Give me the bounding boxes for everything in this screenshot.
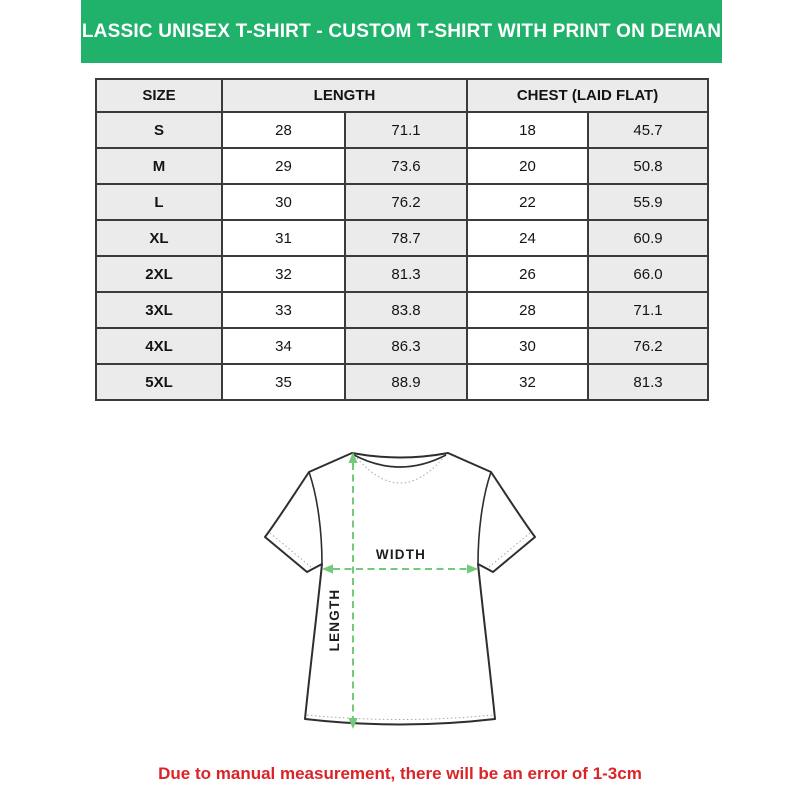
cell-length-in: 33	[222, 292, 345, 328]
cell-length-cm: 88.9	[345, 364, 467, 400]
column-header-size: SIZE	[96, 79, 222, 112]
tshirt-diagram	[260, 438, 540, 738]
cell-chest-cm: 76.2	[588, 328, 708, 364]
width-label: WIDTH	[375, 547, 427, 562]
cell-length-in: 35	[222, 364, 345, 400]
cell-length-in: 28	[222, 112, 345, 148]
cell-chest-cm: 50.8	[588, 148, 708, 184]
cell-chest-cm: 60.9	[588, 220, 708, 256]
table-row	[96, 148, 708, 184]
length-label: LENGTH	[327, 588, 342, 652]
cell-chest-in: 22	[467, 184, 588, 220]
cell-chest-in: 20	[467, 148, 588, 184]
cell-chest-in: 26	[467, 256, 588, 292]
table-row	[96, 184, 708, 220]
cell-length-in: 30	[222, 184, 345, 220]
cell-length-cm: 86.3	[345, 328, 467, 364]
size-chart-table	[95, 78, 709, 401]
cell-chest-in: 30	[467, 328, 588, 364]
table-row	[96, 292, 708, 328]
cell-length-in: 31	[222, 220, 345, 256]
cell-length-cm: 78.7	[345, 220, 467, 256]
cell-size: XL	[96, 220, 222, 256]
cell-chest-cm: 66.0	[588, 256, 708, 292]
cell-chest-in: 18	[467, 112, 588, 148]
cell-size: S	[96, 112, 222, 148]
cell-size: L	[96, 184, 222, 220]
cell-length-cm: 83.8	[345, 292, 467, 328]
cell-chest-cm: 55.9	[588, 184, 708, 220]
cell-length-cm: 73.6	[345, 148, 467, 184]
measurement-note: Due to manual measurement, there will be an error of 1-3cm	[158, 764, 642, 783]
cell-size: 4XL	[96, 328, 222, 364]
cell-size: M	[96, 148, 222, 184]
column-header-chest: CHEST (LAID FLAT)	[467, 79, 708, 112]
table-row	[96, 328, 708, 364]
column-header-length: LENGTH	[222, 79, 467, 112]
product-title-banner	[67, 0, 736, 63]
cell-chest-cm: 71.1	[588, 292, 708, 328]
cell-length-cm: 76.2	[345, 184, 467, 220]
cell-length-in: 34	[222, 328, 345, 364]
cell-length-cm: 71.1	[345, 112, 467, 148]
table-row	[96, 220, 708, 256]
cell-chest-cm: 81.3	[588, 364, 708, 400]
cell-chest-in: 32	[467, 364, 588, 400]
cell-size: 3XL	[96, 292, 222, 328]
cell-length-in: 29	[222, 148, 345, 184]
product-title: CLASSIC UNISEX T-SHIRT - CUSTOM T-SHIRT WITH PRINT ON DEMAND	[67, 20, 736, 42]
cell-chest-in: 28	[467, 292, 588, 328]
tshirt-outline-graphic	[260, 438, 540, 738]
cell-length-in: 32	[222, 256, 345, 292]
cell-size: 2XL	[96, 256, 222, 292]
cell-size: 5XL	[96, 364, 222, 400]
cell-chest-cm: 45.7	[588, 112, 708, 148]
cell-chest-in: 24	[467, 220, 588, 256]
table-row	[96, 112, 708, 148]
table-row	[96, 364, 708, 400]
table-row	[96, 256, 708, 292]
cell-length-cm: 81.3	[345, 256, 467, 292]
tshirt-body-outline	[265, 453, 535, 725]
header-row	[96, 79, 708, 112]
